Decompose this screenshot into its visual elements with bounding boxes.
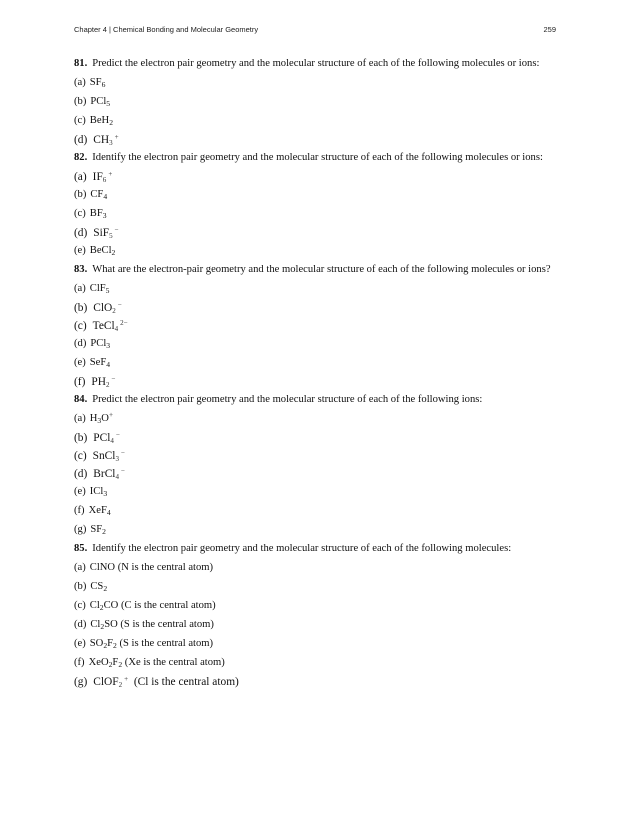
subscript: 2: [103, 584, 108, 593]
subscript: 4: [110, 437, 114, 445]
formula-text: PH: [91, 376, 106, 388]
subscript: 2: [118, 681, 123, 689]
item-formula: [90, 562, 213, 573]
question-text: What are the electron-pair geometry and the molecular structure of each of the following molecules or ions?: [92, 264, 551, 275]
item-formula: [93, 450, 125, 462]
item-formula: [89, 657, 225, 668]
question-item: [74, 657, 564, 669]
question-item: [74, 581, 564, 593]
question-item: [74, 468, 564, 480]
formula-text: F: [112, 657, 119, 668]
subscript: 4: [106, 360, 111, 369]
formula-text: SF: [89, 77, 102, 88]
question-number: 85.: [74, 543, 88, 554]
item-label: (e): [74, 357, 86, 368]
subscript: 2: [102, 527, 106, 536]
formula-text: Cl: [89, 600, 100, 611]
item-label: (f): [74, 657, 85, 668]
question-item: [74, 619, 564, 631]
subscript: 3: [102, 211, 107, 220]
formula-text: SiF: [93, 227, 110, 239]
formula-text: PCl: [93, 432, 111, 444]
item-formula: [90, 581, 107, 592]
item-formula: [93, 676, 239, 688]
superscript: −: [115, 431, 120, 439]
question-item: [74, 410, 564, 425]
item-label: (d): [74, 468, 88, 480]
formula-text: SO: [89, 638, 104, 649]
question: [74, 58, 564, 70]
formula-text: IF: [92, 171, 103, 183]
question-item: [74, 676, 564, 688]
formula-text: XeF: [88, 505, 107, 516]
item-label: (c): [74, 600, 86, 611]
question-item: [74, 432, 564, 444]
superscript: +: [108, 170, 113, 178]
formula-text: CH: [93, 134, 110, 146]
formula-text: ClNO (N is the central atom): [89, 562, 214, 573]
subscript: 2: [108, 660, 113, 669]
question-item: [74, 505, 564, 517]
item-label: (c): [74, 320, 87, 332]
question-number: 82.: [74, 152, 88, 163]
subscript: 3: [103, 489, 108, 498]
item-formula: [90, 357, 110, 368]
question-item: [74, 189, 564, 201]
formula-text: SeF: [89, 357, 107, 368]
page-number: 259: [543, 25, 556, 34]
question-item: [74, 115, 564, 127]
item-formula: [93, 134, 118, 146]
item-label: (d): [74, 338, 87, 349]
superscript: −: [117, 301, 122, 309]
question-number: 84.: [74, 394, 88, 405]
question-number: 83.: [74, 264, 88, 275]
formula-text: BrCl: [93, 468, 116, 480]
item-label: (f): [74, 376, 86, 388]
superscript: +: [114, 133, 119, 141]
item-formula: [90, 619, 214, 630]
subscript: 6: [102, 176, 107, 184]
subscript: 2: [99, 603, 104, 612]
question-item: [74, 376, 564, 388]
formula-text: ClO: [93, 302, 113, 314]
question-item: [74, 283, 564, 295]
formula-text: PCl: [90, 96, 107, 107]
formula-text: ClOF: [93, 676, 119, 688]
subscript: 4: [103, 192, 108, 201]
question-item: [74, 450, 564, 462]
subscript: 2: [109, 118, 113, 127]
item-label: (c): [74, 208, 86, 219]
superscript: +: [108, 410, 114, 419]
item-formula: [91, 376, 115, 388]
formula-text: (Xe is the central atom): [122, 657, 225, 668]
subscript: 3: [97, 416, 102, 425]
item-label: (a): [74, 171, 87, 183]
formula-text: ClF: [89, 283, 106, 294]
item-formula: [90, 486, 107, 497]
question-text: Predict the electron pair geometry and the molecular structure of each of the following ions:: [92, 394, 483, 405]
chapter-title: Chapter 4 | Chemical Bonding and Molecular Geometry: [74, 25, 259, 34]
superscript: −: [114, 226, 119, 234]
subscript: 2: [113, 641, 117, 650]
item-formula: [90, 338, 110, 349]
item-formula: [93, 432, 120, 444]
item-label: (b): [74, 302, 88, 314]
formula-text: TeCl: [92, 320, 115, 332]
superscript: +: [124, 675, 129, 683]
formula-text: SO (S is the central atom): [104, 619, 214, 630]
formula-text: CO (C is the central atom): [103, 600, 216, 611]
page-header: [74, 25, 556, 37]
item-formula: [90, 208, 107, 219]
question-item: [74, 357, 564, 369]
question-item: [74, 302, 564, 314]
formula-text: (Cl is the central atom): [128, 676, 239, 688]
item-formula: [90, 638, 213, 649]
formula-text: H: [89, 413, 98, 424]
subscript: 5: [106, 99, 111, 108]
formula-text: Cl: [90, 619, 101, 630]
item-label: (a): [74, 562, 86, 573]
item-label: (a): [74, 413, 86, 424]
subscript: 2: [111, 248, 116, 257]
formula-text: BeH: [89, 115, 110, 126]
question: [74, 264, 564, 276]
subscript: 2: [100, 622, 105, 631]
question: [74, 394, 564, 406]
subscript: 5: [105, 286, 110, 295]
question-item: [74, 77, 564, 89]
question-item: [74, 208, 564, 220]
question-item: [74, 486, 564, 498]
subscript: 3: [106, 341, 111, 350]
subscript: 2: [112, 307, 116, 315]
item-label: (b): [74, 581, 87, 592]
superscript: −: [111, 375, 116, 383]
item-formula: [90, 283, 110, 294]
formula-text: (S is the central atom): [116, 638, 214, 649]
superscript: 2−: [120, 319, 128, 327]
formula-text: BeCl: [89, 245, 112, 256]
formula-text: CS: [90, 581, 104, 592]
item-label: (e): [74, 638, 86, 649]
formula-text: F: [107, 638, 114, 649]
question-item: [74, 171, 564, 183]
superscript: −: [120, 449, 125, 457]
item-label: (b): [74, 432, 88, 444]
formula-text: PCl: [90, 338, 107, 349]
formula-text: XeO: [88, 657, 109, 668]
question-item: [74, 638, 564, 650]
item-label: (d): [74, 227, 88, 239]
question-item: [74, 96, 564, 108]
exercise-list: [74, 58, 564, 694]
item-label: (g): [74, 676, 88, 688]
formula-text: BF: [89, 208, 103, 219]
question-item: [74, 320, 564, 332]
item-formula: [89, 410, 114, 425]
item-formula: [90, 189, 107, 200]
item-label: (d): [74, 134, 88, 146]
formula-text: SnCl: [92, 450, 116, 462]
subscript: 2: [118, 660, 123, 669]
item-label: (e): [74, 245, 86, 256]
item-label: (b): [74, 96, 87, 107]
item-label: (a): [74, 77, 86, 88]
subscript: 3: [115, 455, 119, 463]
item-formula: [90, 245, 116, 256]
item-label: (c): [74, 115, 86, 126]
item-label: (c): [74, 450, 87, 462]
question-text: Identify the electron pair geometry and the molecular structure of each of the following molecules:: [92, 543, 512, 554]
question-item: [74, 562, 564, 574]
item-formula: [90, 77, 106, 88]
question-item: [74, 600, 564, 612]
item-label: (g): [74, 524, 87, 535]
subscript: 6: [101, 80, 106, 89]
item-formula: [90, 600, 216, 611]
question-item: [74, 524, 564, 536]
item-formula: [90, 115, 113, 126]
superscript: −: [120, 467, 125, 475]
item-formula: [90, 96, 110, 107]
question-number: 81.: [74, 58, 88, 69]
subscript: 4: [115, 473, 119, 481]
question-text: Predict the electron pair geometry and the molecular structure of each of the following molecules or ions:: [92, 58, 540, 69]
question: [74, 152, 564, 164]
item-formula: [93, 171, 113, 183]
question-item: [74, 245, 564, 257]
subscript: 3: [109, 139, 113, 147]
subscript: 2: [103, 641, 108, 650]
item-formula: [89, 505, 111, 516]
item-formula: [90, 524, 106, 535]
question-item: [74, 227, 564, 239]
item-label: (f): [74, 505, 85, 516]
formula-text: SF: [90, 524, 103, 535]
subscript: 4: [114, 325, 119, 333]
item-label: (a): [74, 283, 86, 294]
question-item: [74, 338, 564, 350]
item-formula: [93, 468, 125, 480]
formula-text: O: [101, 413, 109, 424]
item-label: (b): [74, 189, 87, 200]
question-item: [74, 134, 564, 146]
question: [74, 543, 564, 555]
item-label: (e): [74, 486, 86, 497]
item-formula: [93, 227, 118, 239]
subscript: 2: [105, 381, 110, 389]
item-formula: [93, 320, 128, 332]
item-label: (d): [74, 619, 87, 630]
subscript: 5: [109, 232, 113, 240]
item-formula: [93, 302, 122, 314]
formula-text: CF: [90, 189, 104, 200]
question-text: Identify the electron pair geometry and the molecular structure of each of the following molecules or ions:: [92, 152, 543, 163]
subscript: 4: [106, 508, 111, 517]
formula-text: ICl: [89, 486, 104, 497]
